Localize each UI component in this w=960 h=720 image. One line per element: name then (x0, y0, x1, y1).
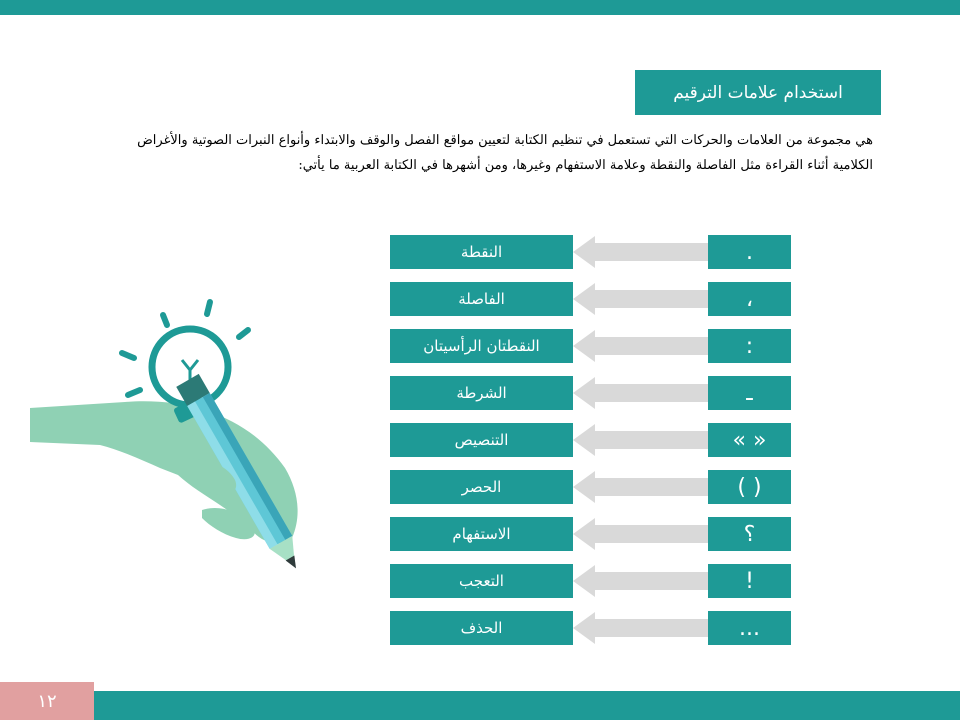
left-arrow-icon (573, 611, 708, 645)
punctuation-symbol: ـ (708, 376, 791, 410)
punctuation-symbol: : (708, 329, 791, 363)
punctuation-symbol: ، (708, 282, 791, 316)
punctuation-name: النقطة (390, 235, 573, 269)
slide-title-text: استخدام علامات الترقيم (673, 82, 843, 103)
punctuation-row (0, 564, 960, 598)
punctuation-symbol: ( ) (708, 470, 791, 504)
page-number-badge (0, 682, 94, 720)
punctuation-symbol: ! (708, 564, 791, 598)
punctuation-name: الحذف (390, 611, 573, 645)
punctuation-symbol: ؟ (708, 517, 791, 551)
intro-paragraph: هي مجموعة من العلامات والحركات التي تستعمل في تنظيم الكتابة لتعيين مواقع الفصل والوقف والابتداء وأنواع النبرات الصوتية والأغراض الكلامية أثناء القراءة مثل الفاصلة والنقطة وعلامة الاستفهام وغيرها، ومن أشهرها في الكتابة العربية ما يأتي: (137, 133, 873, 173)
punctuation-row (0, 282, 960, 316)
left-arrow-icon (573, 376, 708, 410)
punctuation-name: الفاصلة (390, 282, 573, 316)
punctuation-name: النقطتان الرأسيتان (390, 329, 573, 363)
left-arrow-icon (573, 564, 708, 598)
punctuation-row (0, 329, 960, 363)
punctuation-row (0, 423, 960, 457)
left-arrow-icon (573, 282, 708, 316)
punctuation-row (0, 470, 960, 504)
punctuation-name: الشرطة (390, 376, 573, 410)
left-arrow-icon (573, 235, 708, 269)
punctuation-row (0, 517, 960, 551)
top-bar (0, 0, 960, 15)
punctuation-name: التنصيص (390, 423, 573, 457)
punctuation-name: الحصر (390, 470, 573, 504)
punctuation-symbol: « » (708, 423, 791, 457)
left-arrow-icon (573, 423, 708, 457)
left-arrow-icon (573, 329, 708, 363)
page-number: ١٢ (37, 690, 57, 712)
punctuation-row (0, 376, 960, 410)
punctuation-name: التعجب (390, 564, 573, 598)
left-arrow-icon (573, 470, 708, 504)
slide-title (635, 70, 881, 115)
punctuation-symbol: ... (708, 611, 791, 645)
punctuation-name: الاستفهام (390, 517, 573, 551)
left-arrow-icon (573, 517, 708, 551)
punctuation-symbol: . (708, 235, 791, 269)
punctuation-row (0, 611, 960, 645)
punctuation-row (0, 235, 960, 269)
bottom-bar (0, 691, 960, 720)
